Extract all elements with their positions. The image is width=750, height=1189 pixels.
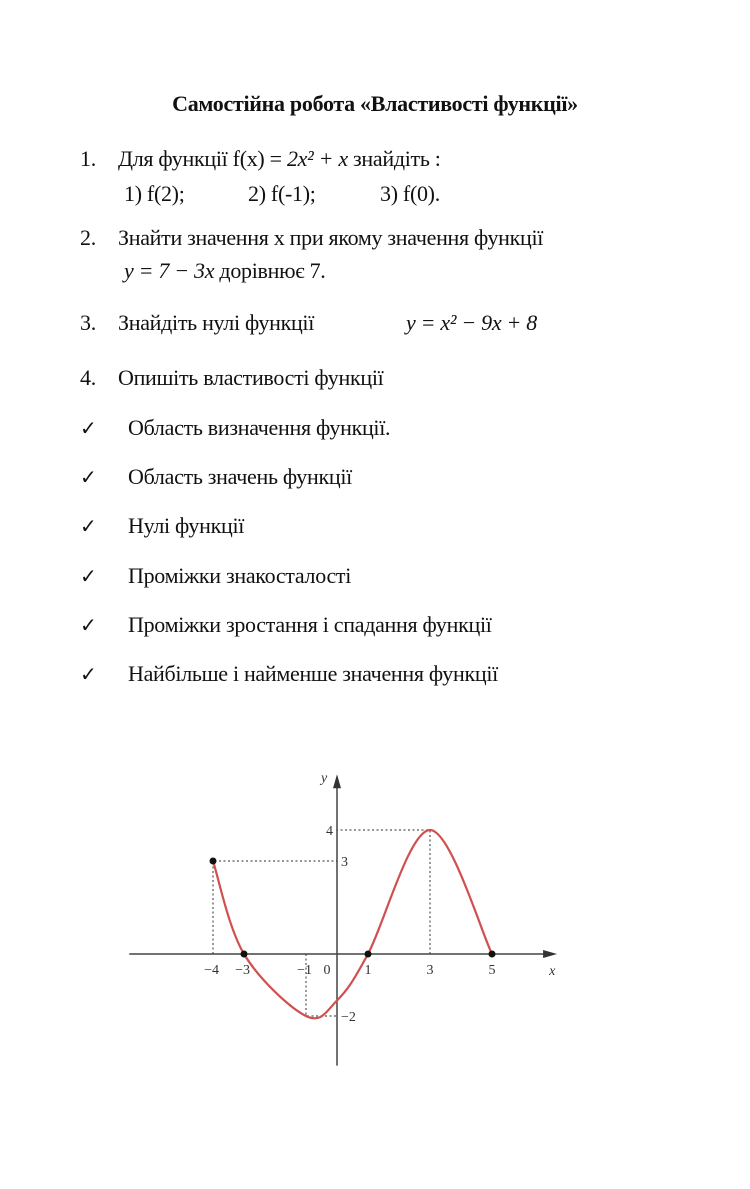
task-number: 4. xyxy=(80,365,96,390)
task-3-text: Знайдіть нулі функції xyxy=(118,310,315,335)
y-axis-arrow-icon xyxy=(333,774,341,788)
checklist-item: Найбільше і найменше значення функції xyxy=(128,661,498,686)
task-1-formula: 2x² + x xyxy=(286,146,348,171)
task-2-line2 xyxy=(124,258,325,284)
guide-line xyxy=(337,830,430,954)
x-tick-label: 1 xyxy=(364,963,372,978)
graph-point xyxy=(210,858,217,865)
graph-point xyxy=(365,951,372,958)
task-number: 3. xyxy=(80,310,96,335)
y-tick-label: −2 xyxy=(341,1010,356,1025)
y-axis-label: y xyxy=(321,771,328,787)
x-tick-label: −3 xyxy=(235,963,250,978)
checklist-item: Область значень функції xyxy=(128,464,352,489)
task-1-text xyxy=(118,146,441,172)
task-2-suffix: дорівнює 7. xyxy=(214,258,326,283)
task-2-line1: Знайти значення х при якому значення функції xyxy=(118,225,544,250)
function-curve xyxy=(213,830,492,1018)
task-1-prefix: Для функції f(x) = xyxy=(118,146,287,171)
checklist-item: Нулі функції xyxy=(128,513,245,538)
task-1-suffix: знайдіть : xyxy=(347,146,441,171)
check-icon: ✓ xyxy=(80,516,97,538)
checklist-item: Проміжки зростання і спадання функції xyxy=(128,612,492,637)
function-graph xyxy=(110,760,570,1080)
x-tick-label: −4 xyxy=(204,963,219,978)
task-2-formula: y = 7 − 3x xyxy=(124,258,215,283)
check-icon: ✓ xyxy=(80,566,97,588)
task-3-formula-text: y = x² − 9x + 8 xyxy=(406,310,537,335)
check-icon: ✓ xyxy=(80,418,97,440)
checklist-item: Проміжки знакосталості xyxy=(128,563,352,588)
task-1-subpart: 1) f(2); xyxy=(124,181,185,206)
task-number: 2. xyxy=(80,225,96,250)
task-4-text: Опишіть властивості функції xyxy=(118,365,384,390)
task-3-formula xyxy=(406,310,537,336)
x-axis-label: x xyxy=(549,964,556,979)
x-tick-label: 5 xyxy=(488,963,496,978)
x-tick-label: 0 xyxy=(323,963,331,978)
check-icon: ✓ xyxy=(80,615,97,637)
graph-point xyxy=(489,951,496,958)
guide-line xyxy=(213,861,337,954)
x-tick-label: 3 xyxy=(426,963,434,978)
check-icon: ✓ xyxy=(80,467,97,489)
check-icon: ✓ xyxy=(80,664,97,686)
page-title: Самостійна робота «Властивості функції» xyxy=(172,91,578,116)
task-1-subpart: 2) f(-1); xyxy=(248,181,316,206)
graph-point xyxy=(241,951,248,958)
y-tick-label: 3 xyxy=(341,855,348,870)
task-number: 1. xyxy=(80,146,96,171)
checklist-item: Область визначення функції. xyxy=(128,415,391,440)
task-1-subpart: 3) f(0). xyxy=(380,181,440,206)
y-tick-label: 4 xyxy=(326,824,333,839)
x-axis-arrow-icon xyxy=(543,950,557,958)
x-tick-label: −1 xyxy=(297,963,312,978)
